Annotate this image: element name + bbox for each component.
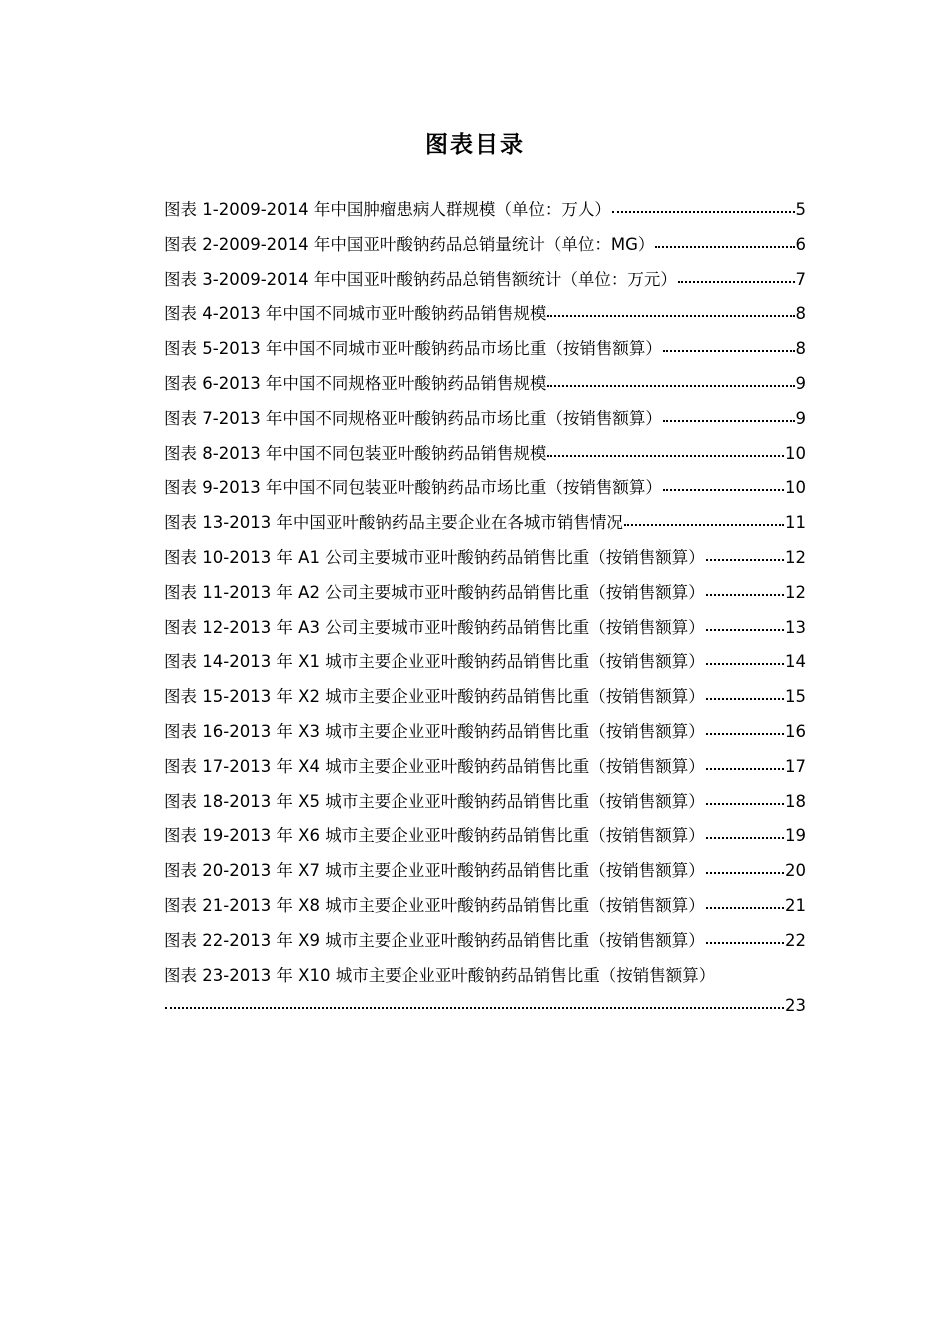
toc-entry[interactable]	[164, 196, 806, 231]
toc-entry-label: 图表 5-2013 年中国不同城市亚叶酸钠药品市场比重（按销售额算）	[164, 339, 662, 359]
toc-leader	[612, 211, 795, 213]
toc-entry[interactable]	[164, 405, 806, 440]
toc-entry-label: 图表 14-2013 年 X1 城市主要企业亚叶酸钠药品销售比重（按销售额算）	[164, 652, 705, 672]
toc-entry-label: 图表 18-2013 年 X5 城市主要企业亚叶酸钠药品销售比重（按销售额算）	[164, 791, 705, 811]
toc-entry[interactable]	[164, 892, 806, 927]
toc-entry-label: 图表 4-2013 年中国不同城市亚叶酸钠药品销售规模	[164, 304, 547, 324]
toc-entry-page: 8	[795, 339, 806, 359]
toc-entry-page: 13	[785, 617, 806, 637]
toc-entry-page: 7	[795, 269, 806, 289]
toc-entry[interactable]	[164, 579, 806, 614]
toc-entry-label: 图表 6-2013 年中国不同规格亚叶酸钠药品销售规模	[164, 373, 547, 393]
toc-entry-page: 18	[785, 791, 806, 811]
toc-entry-label: 图表 10-2013 年 A1 公司主要城市亚叶酸钠药品销售比重（按销售额算）	[164, 547, 705, 567]
toc-leader	[678, 281, 795, 283]
toc-entry[interactable]	[164, 370, 806, 405]
toc-entry-page: 6	[795, 234, 806, 254]
toc-entry-page: 9	[795, 373, 806, 393]
toc-entry-page: 9	[795, 408, 806, 428]
toc-entry-page: 8	[795, 304, 806, 324]
toc-leader	[655, 246, 794, 248]
toc-entry[interactable]	[164, 718, 806, 753]
toc-entry-label: 图表 22-2013 年 X9 城市主要企业亚叶酸钠药品销售比重（按销售额算）	[164, 930, 705, 950]
toc-leader	[706, 803, 784, 805]
toc-entry-page: 23	[785, 996, 806, 1016]
toc-entry[interactable]	[164, 753, 806, 788]
toc-entry-label: 图表 1-2009-2014 年中国肿瘤患病人群规模（单位：万人）	[164, 200, 611, 219]
toc-leader	[663, 420, 795, 422]
toc-entry-label: 图表 17-2013 年 X4 城市主要企业亚叶酸钠药品销售比重（按销售额算）	[164, 756, 705, 776]
toc-leader	[663, 350, 795, 352]
toc-entry-label: 图表 23-2013 年 X10 城市主要企业亚叶酸钠药品销售比重（按销售额算）	[164, 965, 716, 985]
toc-entry-page: 10	[785, 443, 806, 463]
toc-entry-page: 5	[795, 200, 806, 219]
toc-entry-label: 图表 7-2013 年中国不同规格亚叶酸钠药品市场比重（按销售额算）	[164, 408, 662, 428]
toc-leader	[706, 907, 784, 909]
toc-entry[interactable]	[164, 927, 806, 962]
toc-entry-page: 14	[785, 652, 806, 672]
toc-entry[interactable]	[164, 300, 806, 335]
toc-entry-page: 15	[785, 687, 806, 707]
toc-entry-page: 12	[785, 547, 806, 567]
toc-leader	[706, 768, 784, 770]
toc-leader	[706, 733, 784, 735]
toc-leader	[706, 559, 784, 561]
page-title: 图表目录	[425, 132, 525, 158]
toc-entry-label: 图表 21-2013 年 X8 城市主要企业亚叶酸钠药品销售比重（按销售额算）	[164, 895, 705, 915]
toc-entry-label: 图表 2-2009-2014 年中国亚叶酸钠药品总销量统计（单位：MG）	[164, 234, 655, 254]
toc-leader	[706, 837, 784, 839]
toc-entry[interactable]	[164, 822, 806, 857]
toc-entry-label: 图表 16-2013 年 X3 城市主要企业亚叶酸钠药品销售比重（按销售额算）	[164, 721, 705, 741]
toc-entry-label: 图表 3-2009-2014 年中国亚叶酸钠药品总销售额统计（单位：万元）	[164, 269, 677, 289]
toc-entry[interactable]	[164, 474, 806, 509]
toc-entry-page: 17	[785, 756, 806, 776]
toc-entry-page: 19	[785, 826, 806, 846]
toc-entry[interactable]	[164, 335, 806, 370]
toc-leader	[624, 524, 784, 526]
toc-leader	[706, 663, 784, 665]
toc-entry-page: 11	[785, 513, 806, 533]
toc-entry[interactable]	[164, 648, 806, 683]
toc-leader	[547, 455, 784, 457]
toc-leader	[706, 872, 784, 874]
toc-leader	[165, 1007, 784, 1009]
toc-entry-label: 图表 11-2013 年 A2 公司主要城市亚叶酸钠药品销售比重（按销售额算）	[164, 582, 705, 602]
toc-entry-label: 图表 20-2013 年 X7 城市主要企业亚叶酸钠药品销售比重（按销售额算）	[164, 861, 705, 881]
toc-entry-page: 20	[785, 861, 806, 881]
toc-entry[interactable]	[164, 266, 806, 301]
toc-entry-label: 图表 8-2013 年中国不同包装亚叶酸钠药品销售规模	[164, 443, 547, 463]
toc-entry-page: 16	[785, 721, 806, 741]
toc-entry[interactable]	[164, 962, 806, 1032]
toc-entry[interactable]	[164, 857, 806, 892]
toc-entry-label: 图表 19-2013 年 X6 城市主要企业亚叶酸钠药品销售比重（按销售额算）	[164, 826, 705, 846]
toc-leader	[706, 698, 784, 700]
toc-leader	[547, 315, 794, 317]
toc-entry-label: 图表 15-2013 年 X2 城市主要企业亚叶酸钠药品销售比重（按销售额算）	[164, 687, 705, 707]
toc-entry[interactable]	[164, 614, 806, 649]
toc-leader	[547, 385, 794, 387]
toc-entry-page: 21	[785, 895, 806, 915]
toc-leader	[706, 942, 784, 944]
toc-entry-label: 图表 9-2013 年中国不同包装亚叶酸钠药品市场比重（按销售额算）	[164, 478, 662, 498]
toc-entry-label: 图表 13-2013 年中国亚叶酸钠药品主要企业在各城市销售情况	[164, 513, 623, 533]
toc-entry-page: 10	[785, 478, 806, 498]
toc-entry[interactable]	[164, 788, 806, 823]
toc-list	[164, 196, 806, 1031]
toc-leader	[706, 594, 784, 596]
toc-entry[interactable]	[164, 683, 806, 718]
toc-entry[interactable]	[164, 231, 806, 266]
toc-leader	[706, 629, 784, 631]
toc-entry[interactable]	[164, 509, 806, 544]
toc-entry-page: 12	[785, 582, 806, 602]
toc-entry-page: 22	[785, 930, 806, 950]
toc-entry[interactable]	[164, 544, 806, 579]
toc-entry[interactable]	[164, 440, 806, 475]
toc-leader	[663, 489, 784, 491]
toc-entry-label: 图表 12-2013 年 A3 公司主要城市亚叶酸钠药品销售比重（按销售额算）	[164, 617, 705, 637]
